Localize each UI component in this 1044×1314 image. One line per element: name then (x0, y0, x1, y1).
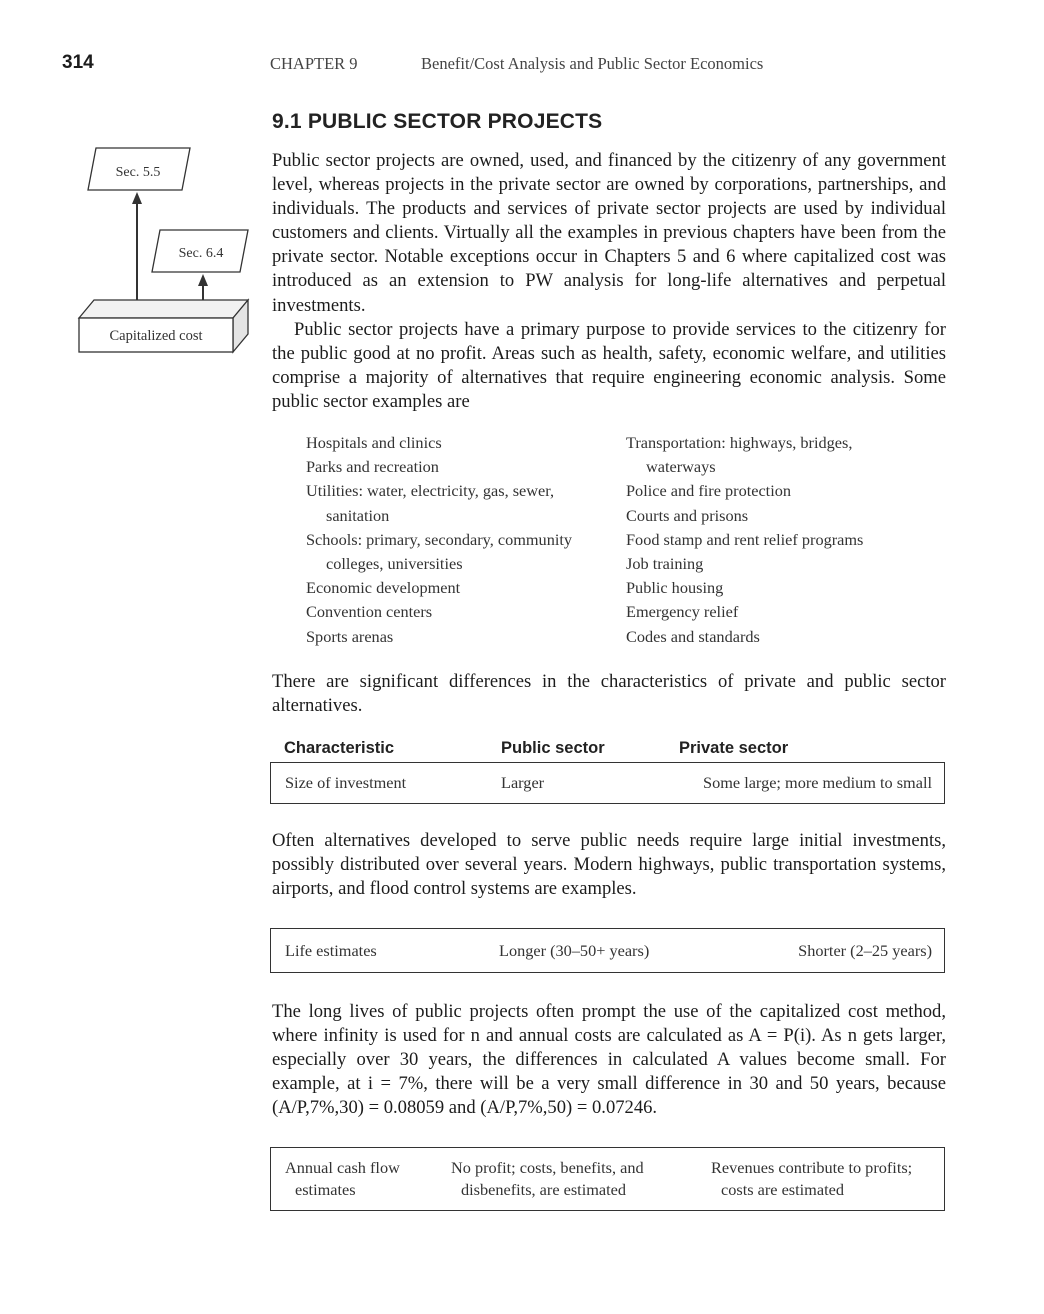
table-header-public: Public sector (501, 739, 605, 757)
section-title: 9.1 PUBLIC SECTOR PROJECTS (272, 110, 603, 133)
table-row (270, 1147, 945, 1211)
paragraph-2: Public sector projects have a primary purpose to provide services to the citizenry for the public good at no profit. Areas such as health, safety, economic welfare, and utilities comprise a majority of alternatives that require engineering economic analysis. Some public sector examples are (272, 318, 946, 412)
page-number: 314 (62, 52, 94, 73)
paragraph-5-text: The long lives of public projects often prompt the use of the capitalized cost method, where infinity is used for n and annual costs are calculated as A = P(i). As n gets larger, especially over 30 years, the differences in calculated A values become small. For example, at i = 7%, there will be a very small difference in 30 and 50 years, because (A/P,7%,30) = 0.08059 and (A/P,7%,50) = 0.07246. (272, 1001, 946, 1119)
table-cell: Shorter (2–25 years) (798, 941, 932, 960)
chapter-label: CHAPTER 9 (270, 54, 358, 73)
list-item: Hospitals and clinics (306, 433, 442, 452)
list-item: Convention centers (306, 602, 433, 622)
diagram-box-bottom: Capitalized cost (109, 328, 203, 344)
table-cell: Revenues contribute to profits; costs are estimated (711, 1158, 913, 1199)
examples-left-list (306, 431, 596, 649)
table-cell: Larger (501, 773, 545, 792)
table-row (270, 762, 945, 804)
paragraph-3 (272, 670, 946, 718)
table-cell: No profit; costs, benefits, and disbenefits, are estimated (451, 1158, 644, 1199)
paragraph-4 (272, 829, 946, 901)
list-item: Courts and prisons (626, 505, 749, 525)
paragraph-4-text: Often alternatives developed to serve public needs require large initial investments, possibly distributed over several years. Modern highways, public transportation systems, airports, and flood control systems are examples. (272, 830, 946, 900)
margin-diagram (70, 140, 255, 360)
list-item: Job training (626, 554, 704, 574)
intro-text (272, 149, 946, 414)
arrow-up-icon (132, 192, 142, 204)
table-cell: Longer (30–50+ years) (499, 941, 650, 960)
list-item: Utilities: water, electricity, gas, sewer, sanitation (306, 481, 555, 525)
list-item: Emergency relief (626, 602, 739, 622)
table-header-characteristic: Characteristic (284, 739, 395, 757)
chapter-title: Benefit/Cost Analysis and Public Sector Economics (421, 54, 764, 73)
list-item: Sports arenas (306, 626, 394, 646)
table-cell: Annual cash flow estimates (285, 1158, 400, 1199)
paragraph-1: Public sector projects are owned, used, and financed by the citizenry of any government level, whereas projects in the private sector are owned by corporations, partnerships, and individuals. The products and services of private sector projects are used by individual customers and clients. Virtually all the examples in previous chapters have been from the private sector. Notable exceptions occur in Chapters 5 and 6 where capitalized cost was introduced as an extension to PW analysis for long-life alternatives and perpetual investments. (272, 150, 946, 316)
paragraph-3-text: There are significant differences in the characteristics of private and public sector alternatives. (272, 671, 946, 717)
list-item: Food stamp and rent relief programs (626, 529, 864, 549)
paragraph-5 (272, 1000, 946, 1120)
list-item: Economic development (306, 578, 461, 598)
list-item: Schools: primary, secondary, community colleges, universities (306, 529, 573, 574)
arrow-up-icon (198, 274, 208, 286)
diagram-box-top: Sec. 5.5 (115, 165, 161, 180)
examples-right-list (626, 431, 926, 649)
table-header-private: Private sector (679, 739, 789, 757)
diagram-box-middle: Sec. 6.4 (178, 246, 224, 261)
list-item: Parks and recreation (306, 457, 439, 477)
list-item: Police and fire protection (626, 481, 792, 501)
table-cell: Life estimates (285, 941, 377, 960)
list-item: Transportation: highways, bridges, waterways (626, 433, 853, 477)
list-item: Public housing (626, 578, 724, 598)
list-item: Codes and standards (626, 626, 760, 646)
table-cell: Some large; more medium to small (703, 773, 932, 792)
table-row (270, 928, 945, 973)
table-cell: Size of investment (285, 773, 407, 792)
